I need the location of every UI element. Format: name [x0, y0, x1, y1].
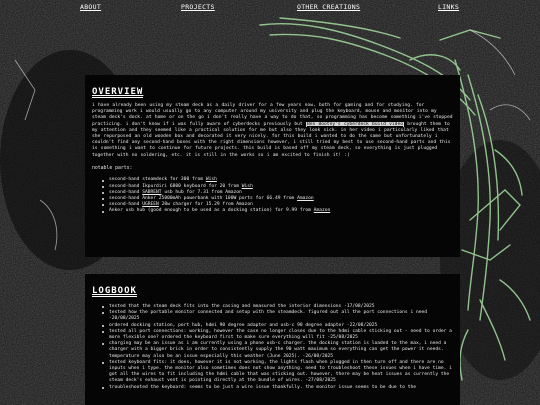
part-link[interactable]: Amazon [313, 208, 331, 214]
parts-list [92, 177, 453, 214]
cyberdeck-video-link[interactable]: Ben Bootey's cyberdeck build video [306, 121, 403, 127]
list-item: charging may be an issue as i am currently using a phone usb-c charger. the docking station is loaded to the max, i need a charger with a bigger brick in order to consistently supply the 90 watt maximum so everything can get the power it needs. temperature may also be an issue especially this weather (June 2025). -26/08/2025 [92, 341, 453, 360]
nav-item-about[interactable]: ABOUT [80, 3, 102, 11]
list-item: ordered docking station, port hub, hdmi 90 degree adapter and usb-c 90 degree adapter -22/08/2025 [92, 323, 453, 329]
top-nav [0, 3, 540, 15]
overview-panel [85, 75, 460, 257]
intro-text-1: i have already been using my steam deck as a daily driver for a few years now, both for gaming and for studying. for programming work i would usually go to any computer around my university and plug the keyboard, mouse and monitor into my steam deck's dock. at home or on the go i don't really have a way to do that, so programming has become something i've stopped practicing. i don't know if i was fully aware of cyberdecks previously but [92, 103, 453, 127]
list-item: tested that the steam deck fits into the casing and measured the interior dimensions -17/08/2025 [92, 304, 453, 310]
list-item: second-hand Anker 25000mAh powerbank with 100W ports for 66.49 from Amazon [92, 196, 453, 202]
part-link[interactable]: UGREEN [142, 202, 159, 208]
part-link[interactable]: SABRENT [142, 189, 162, 195]
list-item: troubleshooted the keyboard: seems to be just a wire issue thankfully. the monitor issue seems to be due to the [92, 385, 453, 391]
part-link[interactable]: Wish [241, 183, 253, 189]
nav-item-other-creations[interactable]: OTHER CREATIONS [297, 3, 361, 11]
parts-heading: notable parts: [92, 165, 133, 171]
logbook-panel [85, 274, 460, 405]
list-item: second-hand UGREEN 20w charger for 15.29 from Amazon [92, 202, 453, 208]
intro-text-2: brought them to my attention and they seemed like a practical solution for me but also they look sick. in her video i particularly liked that she repurposed an old wooden box and decorated it very nicely. for this build i wanted to do the same but unfortunately i couldn't find any second-hand boxes with the right dimensions however, i still tried my best to use second-hand parts and this is something i want to continue for future projects. this build is based off my steam deck, so everything is just plugged together with no soldering, etc. it is still in the works so i am excited to finish it! :) [92, 121, 451, 158]
list-item: tested how the portable monitor connected and setup with the steamdeck. figured out all the port connections i need -20/08/2025 [92, 310, 453, 322]
overview-intro [92, 103, 453, 159]
list-item: Anker usb hub (good enough to be used as a docking station) for 9.99 from Amazon [92, 208, 453, 214]
logbook-list [92, 304, 453, 391]
nav-item-links[interactable]: LINKS [438, 3, 460, 11]
logbook-title: LOGBOOK [92, 286, 137, 296]
list-item: tested all port connections: working, however the case no longer closes due to the hdmi cable sticking out - need to order a more flexible one? ordered the keyboard first to make sure everything will fit -25/08/2025 [92, 329, 453, 341]
list-item: second-hand steamdeck for 300 from Wish [92, 177, 453, 183]
nav-item-projects[interactable]: PROJECTS [181, 3, 215, 11]
part-link[interactable]: Amazon [297, 195, 314, 201]
list-item: tested keyboard fits: it does, however it is not working, the lights flash when plugged in then turn off and there are no inputs when i type. the monitor also sometimes does not show anything. need to troubleshoot these issues when i have time. i got all the wires to fit including the hdmi cable that was sticking out. however, there may be heat issues as currently the steam deck's exhaust vent is pointing directly at the bundle of wires. -27/08/2025 [92, 360, 453, 385]
list-item: second-hand SABRENT usb hub for 7.31 from Amazon [92, 190, 453, 196]
part-link[interactable]: Wish [205, 177, 217, 183]
overview-title: OVERVIEW [92, 87, 144, 97]
list-item: second-hand Ikpurdiri 6800 keyboard for 20 from Wish [92, 184, 453, 190]
